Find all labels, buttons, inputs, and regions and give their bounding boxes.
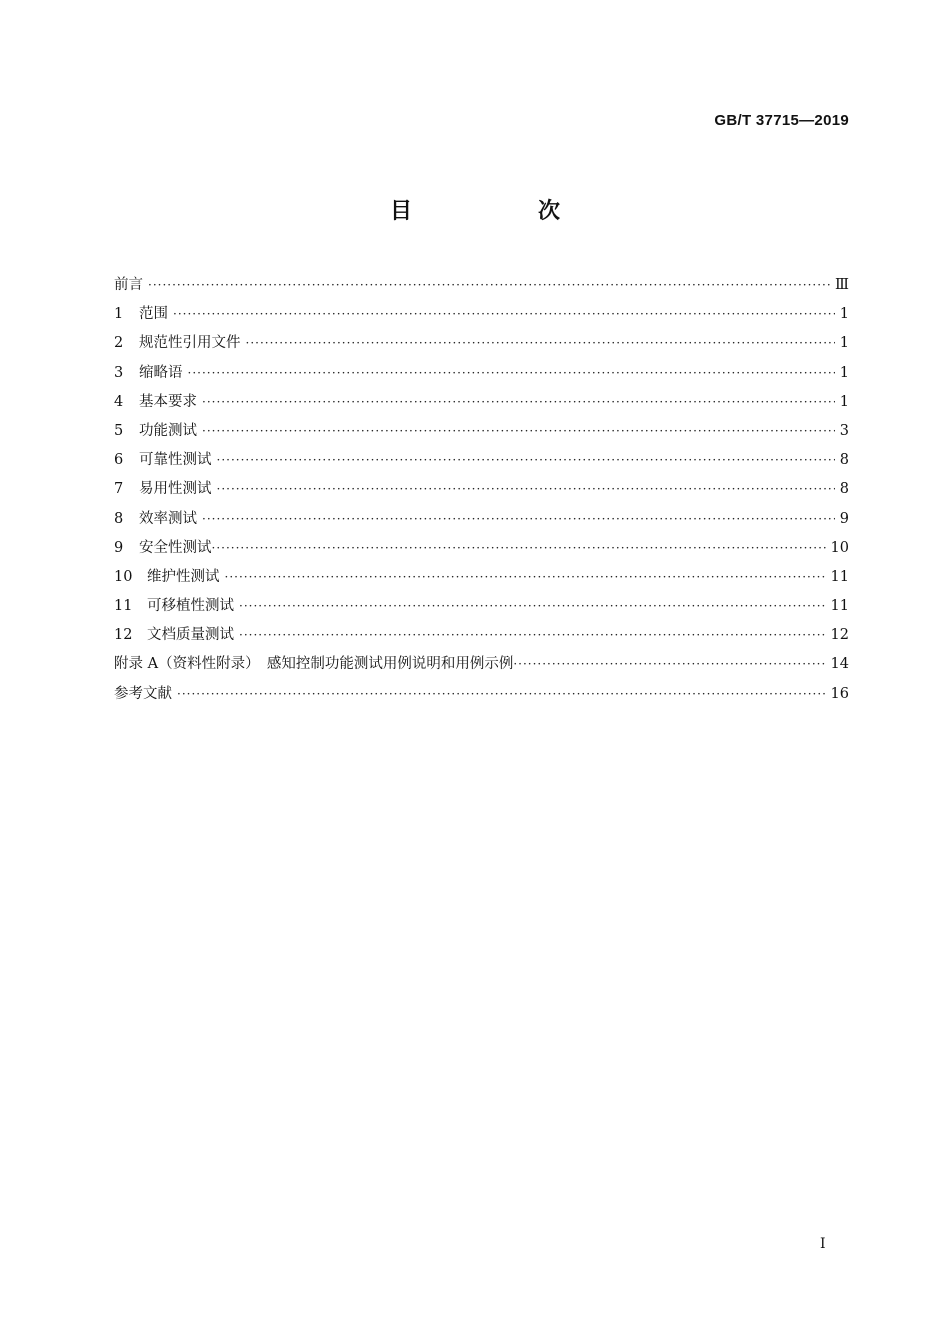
toc-leader-dots [202, 512, 835, 526]
toc-entry-title: 范围 [139, 306, 168, 323]
toc-leader-dots [225, 570, 826, 584]
toc-leader-dots [217, 453, 835, 467]
toc-entry-number: 7 [114, 481, 124, 498]
toc-entry-page: 8 [839, 452, 849, 469]
toc-entry-number: 10 [114, 568, 133, 585]
toc-leader-dots [173, 307, 835, 321]
toc-entry-11[interactable] [114, 594, 849, 623]
page-number: I [820, 1236, 826, 1252]
toc-entry-number: 2 [114, 335, 124, 352]
toc-entry-page: 1 [839, 306, 849, 323]
toc-leader-dots [246, 336, 835, 350]
toc-leader-dots [239, 628, 826, 642]
toc-leader-dots [513, 657, 825, 671]
toc-entry-title: 参考文献 [114, 685, 172, 702]
toc-entry-6[interactable] [114, 448, 849, 477]
toc-entry-title: 规范性引用文件 [139, 335, 241, 352]
toc-entry-1[interactable] [114, 302, 849, 331]
toc-entry-title: 安全性测试 [139, 539, 212, 556]
toc-entry-title: 功能测试 [139, 422, 197, 439]
toc-entry-number: 5 [114, 422, 124, 439]
toc-entry-title: 文档质量测试 [147, 627, 234, 644]
standard-code: GB/T 37715—2019 [714, 112, 849, 129]
toc-entry-page: 1 [839, 393, 849, 410]
toc-entry-8[interactable] [114, 507, 849, 536]
toc-entry-number: 4 [114, 393, 124, 410]
toc-entry-number: 8 [114, 510, 124, 527]
toc-entry-title: 前言 [114, 277, 143, 293]
toc-entry-2[interactable] [114, 331, 849, 360]
toc-leader-dots [239, 599, 826, 613]
toc-entry-title: 可移植性测试 [147, 598, 234, 615]
toc-entry-10[interactable] [114, 565, 849, 594]
toc-entry-page: Ⅲ [835, 277, 849, 293]
toc-entry-number: 3 [114, 364, 124, 381]
toc-leader-dots [188, 366, 835, 380]
table-of-contents [114, 273, 849, 711]
toc-entry-title: 缩略语 [139, 364, 183, 381]
toc-entry-page: 1 [839, 335, 849, 352]
toc-entry-page: 16 [830, 685, 849, 702]
toc-entry-3[interactable] [114, 361, 849, 390]
toc-entry-number: 1 [114, 306, 124, 323]
toc-entry-page: 11 [830, 598, 849, 615]
page-title: 目 次 [389, 199, 612, 224]
toc-leader-dots [148, 278, 830, 292]
toc-leader-dots [202, 395, 835, 409]
toc-entry-page: 12 [830, 627, 849, 644]
toc-entry-number: 6 [114, 452, 124, 469]
toc-leader-dots [202, 424, 835, 438]
toc-entry-page: 1 [839, 364, 849, 381]
toc-entry-title: 可靠性测试 [139, 452, 212, 469]
toc-entry-4[interactable] [114, 390, 849, 419]
toc-entry-page: 11 [830, 568, 849, 585]
toc-leader-dots [212, 541, 826, 555]
toc-entry-references[interactable] [114, 682, 849, 711]
toc-entry-title: 易用性测试 [139, 481, 212, 498]
toc-entry-appendix-a[interactable] [114, 652, 849, 681]
toc-entry-page: 14 [830, 656, 849, 673]
toc-entry-7[interactable] [114, 477, 849, 506]
toc-entry-number: 11 [114, 598, 133, 615]
toc-leader-dots [217, 482, 835, 496]
toc-entry-page: 3 [839, 422, 849, 439]
toc-entry-number: 9 [114, 539, 124, 556]
toc-entry-12[interactable] [114, 623, 849, 652]
toc-entry-title: 基本要求 [139, 393, 197, 410]
toc-entry-page: 8 [839, 481, 849, 498]
toc-entry-title: 附录 A（资料性附录） 感知控制功能测试用例说明和用例示例 [114, 656, 514, 673]
toc-entry-number: 12 [114, 627, 133, 644]
toc-entry-9[interactable] [114, 536, 849, 565]
toc-entry-page: 10 [830, 539, 849, 556]
toc-entry-foreword[interactable] [114, 273, 849, 302]
toc-entry-5[interactable] [114, 419, 849, 448]
toc-leader-dots [177, 687, 826, 701]
toc-entry-page: 9 [839, 510, 849, 527]
toc-entry-title: 效率测试 [139, 510, 197, 527]
toc-entry-title: 维护性测试 [147, 568, 220, 585]
